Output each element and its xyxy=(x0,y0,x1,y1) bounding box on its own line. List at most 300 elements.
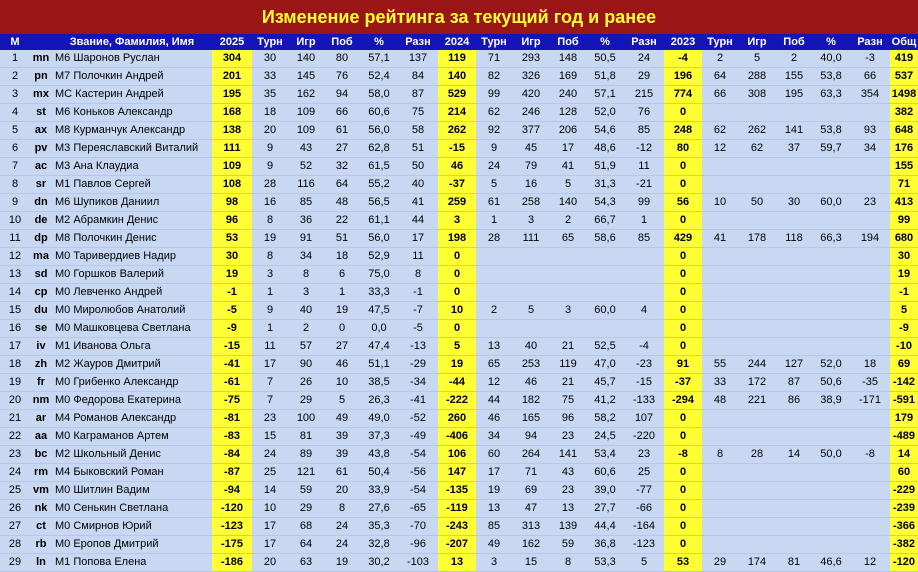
table-cell: 109 xyxy=(288,122,324,140)
table-cell: 64 xyxy=(324,176,360,194)
table-cell xyxy=(812,410,850,428)
table-cell xyxy=(850,518,890,536)
table-cell: 8 xyxy=(288,266,324,284)
table-cell: 0 xyxy=(664,428,702,446)
table-cell xyxy=(850,248,890,266)
table-cell: 201 xyxy=(212,68,252,86)
table-cell: -1 xyxy=(398,284,438,302)
table-cell: 262 xyxy=(738,122,776,140)
column-header: % xyxy=(360,34,398,50)
table-cell: 0 xyxy=(438,266,476,284)
table-cell: 4 xyxy=(0,104,30,122)
player-code: de xyxy=(30,212,52,230)
column-header: Игр xyxy=(512,34,550,50)
table-cell xyxy=(476,266,512,284)
table-cell: 9 xyxy=(252,140,288,158)
table-cell: 50,5 xyxy=(586,50,624,68)
table-cell xyxy=(812,428,850,446)
table-cell: 60,6 xyxy=(360,104,398,122)
player-name: М0 Горшков Валерий xyxy=(52,266,212,284)
table-cell xyxy=(586,284,624,302)
column-header: М xyxy=(0,34,30,50)
table-cell: 11 xyxy=(398,248,438,266)
table-cell: 17 xyxy=(252,536,288,554)
table-cell: 39 xyxy=(324,428,360,446)
table-cell: 49,0 xyxy=(360,410,398,428)
table-cell: 38,5 xyxy=(360,374,398,392)
table-cell xyxy=(738,338,776,356)
table-cell: 71 xyxy=(890,176,918,194)
table-cell: 308 xyxy=(738,86,776,104)
table-cell: -66 xyxy=(624,500,664,518)
table-cell xyxy=(702,410,738,428)
table-cell: 11 xyxy=(252,338,288,356)
table-cell: 155 xyxy=(776,68,812,86)
table-cell: 24 xyxy=(476,158,512,176)
table-cell: 99 xyxy=(890,212,918,230)
table-cell xyxy=(776,320,812,338)
table-cell: -120 xyxy=(212,500,252,518)
table-cell: 39,0 xyxy=(586,482,624,500)
table-cell: 0 xyxy=(664,500,702,518)
table-cell: 28 xyxy=(252,176,288,194)
table-cell: 21 xyxy=(0,410,30,428)
table-cell: 46 xyxy=(324,356,360,374)
table-row xyxy=(0,392,918,410)
table-cell: 12 xyxy=(0,248,30,266)
table-cell: 61 xyxy=(324,464,360,482)
table-cell xyxy=(812,284,850,302)
table-cell: -54 xyxy=(398,446,438,464)
table-cell: 75 xyxy=(398,104,438,122)
table-cell: -222 xyxy=(438,392,476,410)
table-cell: 58,2 xyxy=(586,410,624,428)
table-cell: 17 xyxy=(550,140,586,158)
table-cell: 288 xyxy=(738,68,776,86)
table-row xyxy=(0,320,918,338)
player-code: sr xyxy=(30,176,52,194)
table-cell xyxy=(812,248,850,266)
table-cell: -207 xyxy=(438,536,476,554)
table-cell: 3 xyxy=(550,302,586,320)
table-cell: 118 xyxy=(776,230,812,248)
table-cell: -9 xyxy=(212,320,252,338)
table-cell: 23 xyxy=(252,410,288,428)
column-header: Поб xyxy=(324,34,360,50)
table-cell: 57 xyxy=(288,338,324,356)
table-cell: 169 xyxy=(550,68,586,86)
table-cell xyxy=(738,248,776,266)
table-cell: 48 xyxy=(702,392,738,410)
table-cell: 24 xyxy=(0,464,30,482)
table-cell: 58 xyxy=(398,122,438,140)
table-cell xyxy=(812,212,850,230)
table-row xyxy=(0,374,918,392)
table-cell: 60 xyxy=(476,446,512,464)
table-cell: 196 xyxy=(664,68,702,86)
table-cell: 66 xyxy=(324,104,360,122)
table-cell: 9 xyxy=(252,158,288,176)
table-cell: 52,5 xyxy=(586,338,624,356)
table-cell: 7 xyxy=(0,158,30,176)
table-cell: 28 xyxy=(0,536,30,554)
player-name: М0 Федорова Екатерина xyxy=(52,392,212,410)
player-name: М4 Романов Александр xyxy=(52,410,212,428)
table-cell: -15 xyxy=(438,140,476,158)
table-cell: 60,6 xyxy=(586,464,624,482)
table-cell: 41 xyxy=(702,230,738,248)
table-cell: 62 xyxy=(476,104,512,122)
table-cell: 1 xyxy=(0,50,30,68)
table-row xyxy=(0,140,918,158)
table-cell: 41 xyxy=(550,158,586,176)
table-cell: 90 xyxy=(288,356,324,374)
table-cell: 0 xyxy=(664,104,702,122)
table-cell: 65 xyxy=(550,230,586,248)
table-cell: 60 xyxy=(890,464,918,482)
table-cell xyxy=(776,248,812,266)
table-cell: 3 xyxy=(438,212,476,230)
table-cell: -123 xyxy=(624,536,664,554)
table-cell: 304 xyxy=(212,50,252,68)
table-cell: 382 xyxy=(890,104,918,122)
table-cell: 0 xyxy=(664,410,702,428)
table-cell: 36,8 xyxy=(586,536,624,554)
table-cell: -15 xyxy=(624,374,664,392)
table-cell: 21 xyxy=(550,338,586,356)
table-cell xyxy=(812,320,850,338)
player-code: iv xyxy=(30,338,52,356)
table-row xyxy=(0,248,918,266)
table-cell xyxy=(776,212,812,230)
table-cell xyxy=(850,482,890,500)
table-cell xyxy=(476,284,512,302)
table-cell: -65 xyxy=(398,500,438,518)
table-cell: -54 xyxy=(398,482,438,500)
table-cell: 11 xyxy=(0,230,30,248)
table-cell: 15 xyxy=(512,554,550,572)
table-cell: 109 xyxy=(288,104,324,122)
table-cell: 24 xyxy=(324,536,360,554)
table-cell: 264 xyxy=(512,446,550,464)
table-row xyxy=(0,50,918,68)
table-cell: 94 xyxy=(512,428,550,446)
table-cell: 52,0 xyxy=(586,104,624,122)
table-cell: 91 xyxy=(288,230,324,248)
table-cell: 40,0 xyxy=(812,50,850,68)
table-cell xyxy=(738,302,776,320)
table-cell: 2 xyxy=(776,50,812,68)
player-code: vm xyxy=(30,482,52,500)
table-cell: 10 xyxy=(0,212,30,230)
player-name: М0 Левченко Андрей xyxy=(52,284,212,302)
table-cell xyxy=(776,482,812,500)
table-cell: 0 xyxy=(664,248,702,266)
player-name: М4 Быковский Роман xyxy=(52,464,212,482)
table-cell: 85 xyxy=(624,122,664,140)
table-cell: 85 xyxy=(624,230,664,248)
table-cell: -5 xyxy=(398,320,438,338)
table-cell: 529 xyxy=(438,86,476,104)
table-cell: 413 xyxy=(890,194,918,212)
table-cell: 140 xyxy=(288,50,324,68)
table-cell: 18 xyxy=(850,356,890,374)
table-cell xyxy=(776,428,812,446)
table-cell: 165 xyxy=(512,410,550,428)
table-cell: 47,4 xyxy=(360,338,398,356)
table-cell: 5 xyxy=(512,302,550,320)
table-cell: 96 xyxy=(550,410,586,428)
table-cell xyxy=(702,518,738,536)
table-cell xyxy=(812,500,850,518)
table-cell xyxy=(850,410,890,428)
table-cell: 53 xyxy=(664,554,702,572)
table-cell: -83 xyxy=(212,428,252,446)
table-cell: -135 xyxy=(438,482,476,500)
table-cell: 93 xyxy=(850,122,890,140)
table-cell: 37 xyxy=(776,140,812,158)
table-cell: 98 xyxy=(212,194,252,212)
column-header: Игр xyxy=(738,34,776,50)
table-cell xyxy=(702,302,738,320)
table-cell: 1 xyxy=(324,284,360,302)
table-cell xyxy=(550,248,586,266)
table-cell: -8 xyxy=(664,446,702,464)
player-code: st xyxy=(30,104,52,122)
table-cell: -366 xyxy=(890,518,918,536)
table-cell: 89 xyxy=(288,446,324,464)
table-cell: 354 xyxy=(850,86,890,104)
table-cell: 55 xyxy=(702,356,738,374)
table-cell: 22 xyxy=(324,212,360,230)
table-cell: 59 xyxy=(288,482,324,500)
table-cell: 4 xyxy=(624,302,664,320)
table-cell: -406 xyxy=(438,428,476,446)
table-cell: 56,0 xyxy=(360,230,398,248)
table-cell: 48,6 xyxy=(586,140,624,158)
player-name: М3 Переяславский Виталий xyxy=(52,140,212,158)
table-cell: 13 xyxy=(476,500,512,518)
player-code: ar xyxy=(30,410,52,428)
table-cell xyxy=(776,284,812,302)
player-name: М0 Таривердиев Надир xyxy=(52,248,212,266)
table-cell: 34 xyxy=(850,140,890,158)
table-cell: 76 xyxy=(324,68,360,86)
table-cell: 43 xyxy=(550,464,586,482)
rating-table xyxy=(0,34,918,572)
table-cell: 75 xyxy=(550,392,586,410)
player-name: М1 Иванова Ольга xyxy=(52,338,212,356)
table-cell: 10 xyxy=(252,500,288,518)
table-cell: 87 xyxy=(776,374,812,392)
table-cell: 58,0 xyxy=(360,86,398,104)
table-cell: 128 xyxy=(550,104,586,122)
table-cell: 75,0 xyxy=(360,266,398,284)
column-header: Поб xyxy=(550,34,586,50)
table-cell: 85 xyxy=(288,194,324,212)
player-name: М1 Попова Елена xyxy=(52,554,212,572)
table-cell: 20 xyxy=(252,122,288,140)
table-cell: -175 xyxy=(212,536,252,554)
table-cell: 53,4 xyxy=(586,446,624,464)
table-cell: 26,3 xyxy=(360,392,398,410)
player-code: du xyxy=(30,302,52,320)
table-cell: 64 xyxy=(702,68,738,86)
table-cell: 145 xyxy=(288,68,324,86)
table-cell: 162 xyxy=(512,536,550,554)
table-cell xyxy=(812,302,850,320)
player-code: bc xyxy=(30,446,52,464)
player-name: М0 Каграманов Артем xyxy=(52,428,212,446)
table-cell: 182 xyxy=(512,392,550,410)
column-header: 2024 xyxy=(438,34,476,50)
table-row xyxy=(0,122,918,140)
table-cell: 84 xyxy=(398,68,438,86)
table-cell: 108 xyxy=(212,176,252,194)
table-cell: 13 xyxy=(476,338,512,356)
table-cell: 680 xyxy=(890,230,918,248)
table-cell: 53 xyxy=(212,230,252,248)
table-cell: 3 xyxy=(252,266,288,284)
table-cell xyxy=(850,158,890,176)
table-cell: -103 xyxy=(398,554,438,572)
table-cell: 62 xyxy=(738,140,776,158)
table-cell: 10 xyxy=(438,302,476,320)
table-cell: 64 xyxy=(288,536,324,554)
table-cell xyxy=(624,320,664,338)
table-cell: 69 xyxy=(890,356,918,374)
table-cell: 81 xyxy=(288,428,324,446)
table-cell xyxy=(776,338,812,356)
table-cell xyxy=(776,176,812,194)
table-cell: 215 xyxy=(624,86,664,104)
table-cell: -7 xyxy=(398,302,438,320)
column-header: 2025 xyxy=(212,34,252,50)
table-cell: 55,2 xyxy=(360,176,398,194)
table-cell: 0 xyxy=(664,536,702,554)
table-cell: 8 xyxy=(398,266,438,284)
table-cell xyxy=(776,464,812,482)
table-cell: -77 xyxy=(624,482,664,500)
table-cell: 420 xyxy=(512,86,550,104)
table-cell xyxy=(586,266,624,284)
table-cell xyxy=(702,338,738,356)
table-cell: 30 xyxy=(776,194,812,212)
page-title: Изменение рейтинга за текущий год и ранее xyxy=(0,0,918,34)
table-cell: 46 xyxy=(476,410,512,428)
table-cell: 19 xyxy=(476,482,512,500)
table-cell: 127 xyxy=(776,356,812,374)
table-cell: -35 xyxy=(850,374,890,392)
table-cell: 13 xyxy=(438,554,476,572)
player-code: nm xyxy=(30,392,52,410)
table-cell: 2 xyxy=(288,320,324,338)
table-cell: 66,3 xyxy=(812,230,850,248)
table-cell: 0 xyxy=(664,464,702,482)
table-cell xyxy=(702,158,738,176)
table-cell: 109 xyxy=(212,158,252,176)
table-cell: -41 xyxy=(212,356,252,374)
table-cell: 119 xyxy=(438,50,476,68)
table-cell: 92 xyxy=(476,122,512,140)
table-cell: 16 xyxy=(0,320,30,338)
table-row xyxy=(0,194,918,212)
player-code: nk xyxy=(30,500,52,518)
table-cell: 313 xyxy=(512,518,550,536)
table-row xyxy=(0,410,918,428)
table-cell: 178 xyxy=(738,230,776,248)
table-cell: 2 xyxy=(550,212,586,230)
table-cell: -37 xyxy=(664,374,702,392)
table-cell: 12 xyxy=(476,374,512,392)
table-cell: 198 xyxy=(438,230,476,248)
table-row xyxy=(0,500,918,518)
table-cell xyxy=(850,500,890,518)
table-cell: 45,7 xyxy=(586,374,624,392)
table-cell: 33 xyxy=(252,68,288,86)
table-cell: -61 xyxy=(212,374,252,392)
table-cell: 214 xyxy=(438,104,476,122)
table-cell xyxy=(776,266,812,284)
table-cell: 29 xyxy=(288,500,324,518)
column-header: Поб xyxy=(776,34,812,50)
table-cell: 52 xyxy=(288,158,324,176)
table-cell: 206 xyxy=(550,122,586,140)
table-cell: 54,6 xyxy=(586,122,624,140)
table-cell: 86 xyxy=(776,392,812,410)
player-code: zh xyxy=(30,356,52,374)
table-cell: 13 xyxy=(0,266,30,284)
table-cell: 29 xyxy=(702,554,738,572)
column-header: Турн xyxy=(476,34,512,50)
table-cell: 40 xyxy=(512,338,550,356)
table-row xyxy=(0,284,918,302)
table-cell: -229 xyxy=(890,482,918,500)
table-cell: 258 xyxy=(512,194,550,212)
table-cell xyxy=(702,266,738,284)
table-cell xyxy=(550,320,586,338)
player-code: pn xyxy=(30,68,52,86)
table-cell: 2 xyxy=(0,68,30,86)
table-cell: 53,8 xyxy=(812,122,850,140)
table-cell: -23 xyxy=(624,356,664,374)
table-cell: 41 xyxy=(398,194,438,212)
table-cell: 33,3 xyxy=(360,284,398,302)
table-cell: 59 xyxy=(550,536,586,554)
table-row xyxy=(0,446,918,464)
table-row xyxy=(0,356,918,374)
table-cell: 44 xyxy=(398,212,438,230)
table-cell: -10 xyxy=(890,338,918,356)
column-header: Турн xyxy=(252,34,288,50)
table-cell: -4 xyxy=(624,338,664,356)
table-cell: 66 xyxy=(850,68,890,86)
table-cell xyxy=(512,284,550,302)
table-cell: 51,9 xyxy=(586,158,624,176)
table-cell: 12 xyxy=(702,140,738,158)
column-header: Разн xyxy=(624,34,664,50)
table-cell: 91 xyxy=(664,356,702,374)
table-cell: 1 xyxy=(252,320,288,338)
table-cell xyxy=(512,320,550,338)
table-cell: 195 xyxy=(212,86,252,104)
table-cell: 5 xyxy=(624,554,664,572)
table-cell xyxy=(738,500,776,518)
table-cell: -44 xyxy=(438,374,476,392)
table-row xyxy=(0,176,918,194)
table-cell: 326 xyxy=(512,68,550,86)
table-cell: 14 xyxy=(776,446,812,464)
